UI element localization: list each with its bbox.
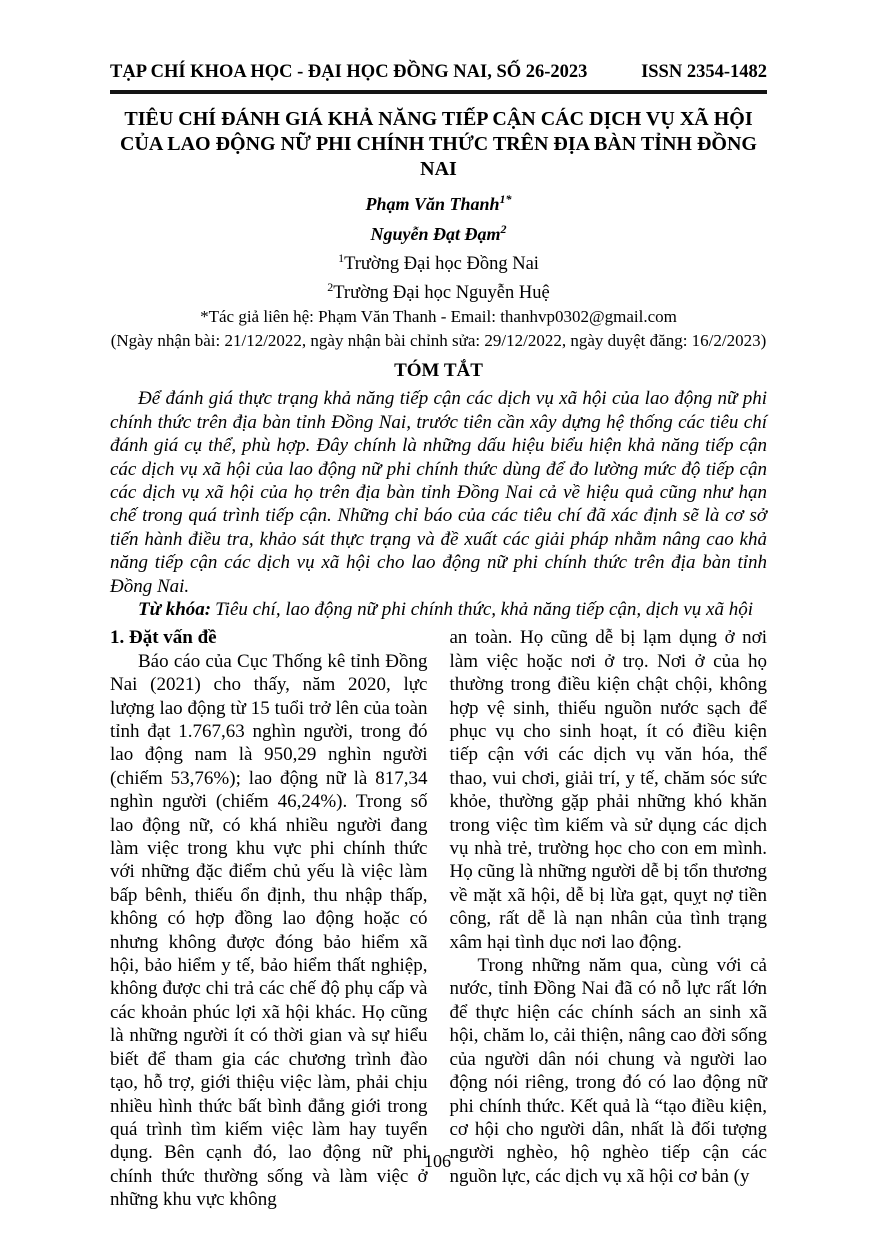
affiliation-name: Trường Đại học Nguyễn Huệ [333,283,550,304]
author-line-1 [110,187,767,217]
left-column [110,626,428,1211]
affiliation-superscript: 2 [327,280,334,295]
keywords-line [110,598,767,621]
author-name: Phạm Văn Thanh [365,194,500,214]
affiliation-line-1 [110,247,767,276]
right-column [450,626,768,1211]
journal-issn: ISSN 2354-1482 [641,62,767,82]
affiliation-line-2 [110,276,767,305]
right-column-paragraph-1: an toàn. Họ cũng dễ bị lạm dụng ở nơi làm việc hoặc nơi ở trọ. Nơi ở của họ thường trong điều kiện chật chội, không hợp vệ sinh, thiếu nguồn nước sạch để phục vụ cho sinh hoạt, ít có điều kiện tiếp cận với các dịch vụ văn hóa, thể thao, vui chơi, giải trí, y tế, chăm sóc sức khỏe, thường gặp phải những khó khăn trong việc tìm kiếm và sử dụng các dịch vụ nhà trẻ, trường học cho con em mình. Họ cũng là những người dễ bị tổn thương về mặt xã hội, dễ bị lừa gạt, quỵt nợ tiền công, rất dễ là nạn nhân của tình trạng xâm hại tình dục nơi lao động. [449,627,767,953]
page-number: 106 [424,1151,451,1171]
abstract-text: Để đánh giá thực trạng khả năng tiếp cận các dịch vụ xã hội của lao động nữ phi chính thức trên địa bàn tỉnh Đồng Nai, trước tiên cần xây dựng hệ thống các tiêu chí đánh giá cụ thể, phù hợp. Đây chính là những dấu hiệu biểu hiện khả năng tiếp cận các dịch vụ xã hội của lao động nữ phi chính thức dùng để đo lường mức độ tiếp cận các dịch vụ xã hội của họ trên địa bàn tỉnh Đồng Nai cả về hiệu quả cũng như hạn chế trong quá trình tiếp cận. Những chỉ báo của các tiêu chí đã xác định sẽ là cơ sở tiến hành điều tra, khảo sát thực trạng và đề xuất các giải pháp nhằm nâng cao khả năng tiếp cận các dịch vụ xã hội cho lao động nữ phi chính thức trên địa bàn tỉnh Đồng Nai. [110,388,767,597]
submission-dates-line: (Ngày nhận bài: 21/12/2022, ngày nhận bài chỉnh sửa: 29/12/2022, ngày duyệt đăng: 16/2/2023) [110,331,767,351]
journal-title: TẠP CHÍ KHOA HỌC - ĐẠI HỌC ĐỒNG NAI, SỐ 26-2023 [110,62,588,82]
author-superscript: 2 [500,222,507,236]
article-title: TIÊU CHÍ ĐÁNH GIÁ KHẢ NĂNG TIẾP CẬN CÁC DỊCH VỤ XÃ HỘI CỦA LAO ĐỘNG NỮ PHI CHÍNH THỨC TRÊN ĐỊA BÀN TỈNH ĐỒNG NAI [120,108,757,180]
section-1-heading: 1. Đặt vấn đề [110,627,217,649]
right-column-paragraph-2: Trong những năm qua, cùng với cả nước, tỉnh Đồng Nai đã có nỗ lực rất lớn để thực hiện các chính sách an sinh xã hội, chăm lo, cải thiện, nâng cao đời sống của người dân nói chung và người lao động nói riêng, trong đó có lao động nữ phi chính thức. Kết quả là “tạo điều kiện, cơ hội cho người dân, nhất là đối tượng người nghèo, hộ nghèo tiếp cận các nguồn lực, các dịch vụ xã hội cơ bản (y [449,955,767,1187]
affiliation-superscript: 1 [338,251,345,265]
journal-header [110,62,767,94]
left-column-paragraph: Báo cáo của Cục Thống kê tỉnh Đồng Nai (2021) cho thấy, năm 2020, lực lượng lao động từ 15 tuổi trở lên của toàn tỉnh đạt 1.767,63 nghìn người, trong đó lao động nam là 950,29 nghìn người (chiếm 53,76%); lao động nữ là 817,34 nghìn người (chiếm 46,24%). Trong số lao động nữ, có khá nhiều người đang làm việc trong khu vực phi chính thức với những đặc điểm chủ yếu là việc làm bấp bênh, thiếu ổn định, thu nhập thấp, không có hợp đồng lao động hoặc có nhưng không được đóng bảo hiểm xã hội, bảo hiểm y tế, bảo hiểm thất nghiệp, không được chi trả các chế độ phụ cấp và các khoản phúc lợi xã hội khác. Họ cũng là những người ít có thời gian và sự hiểu biết để tham gia các chương trình đào tạo, hỗ trợ, giới thiệu việc làm, phải chịu nhiều hình thức bất bình đẳng giới trong quá trình tìm kiếm việc làm hay tuyển dụng. Bên cạnh đó, lao động nữ phi chính thức thường sống và làm việc ở những khu vực không [110,650,428,1211]
author-name: Nguyễn Đạt Đạm [370,224,501,244]
affiliation-name: Trường Đại học Đồng Nai [344,254,539,275]
author-superscript: 1* [499,192,512,206]
abstract-heading: TÓM TẮT [394,360,483,382]
corresponding-author-line: *Tác giả liên hệ: Phạm Văn Thanh - Email: thanhvp0302@gmail.com [200,307,677,327]
keywords-label: Từ khóa: [138,598,212,620]
author-line-2 [110,217,767,247]
keywords-text: Tiêu chí, lao động nữ phi chính thức, khả năng tiếp cận, dịch vụ xã hội [215,598,754,620]
two-column-body [110,626,767,1211]
